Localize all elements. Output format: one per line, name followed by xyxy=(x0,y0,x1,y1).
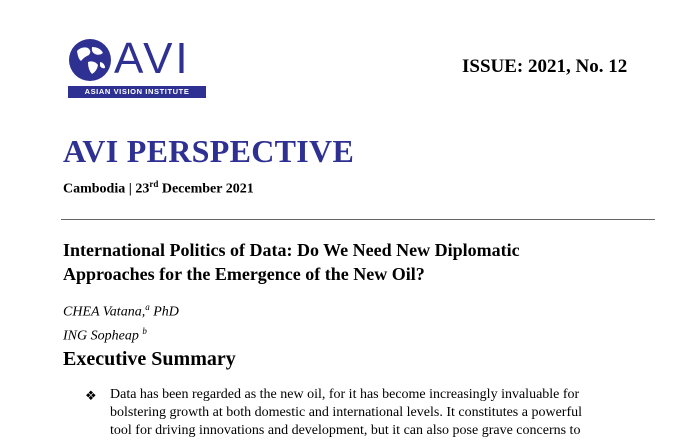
logo-wordmark: AVI xyxy=(114,34,191,83)
article-title-line-2: Approaches for the Emergence of the New Oil? xyxy=(63,264,425,284)
author-1-name: CHEA Vatana, xyxy=(63,304,146,320)
article-title-line-1: International Politics of Data: Do We Need New Diplomatic xyxy=(63,240,520,260)
globe-icon xyxy=(68,38,112,82)
author-1-affiliation: a xyxy=(145,302,150,312)
diamond-bullet-icon: ❖ xyxy=(85,388,97,403)
dateline-prefix: Cambodia | 23 xyxy=(63,181,150,197)
avi-logo xyxy=(68,34,208,100)
author-2-affiliation: b xyxy=(142,325,147,336)
author-2-name: ING Sopheap xyxy=(63,328,143,344)
publication-title: AVI PERSPECTIVE xyxy=(63,133,355,169)
divider xyxy=(61,219,655,220)
section-heading: Executive Summary xyxy=(63,348,236,370)
summary-line-3: tool for driving innovations and development, but it can also pose grave concerns to xyxy=(110,423,581,438)
summary-line-1: Data has been regarded as the new oil, for it has become increasingly invaluable for xyxy=(110,387,580,402)
author-2 xyxy=(63,322,179,346)
summary-line-2: bolstering growth at both domestic and international levels. It constitutes a powerful xyxy=(110,405,583,420)
article-title xyxy=(63,238,653,286)
dateline xyxy=(63,179,254,198)
summary-paragraph xyxy=(110,386,640,440)
author-list xyxy=(63,298,179,345)
dateline-ordinal: rd xyxy=(149,179,159,189)
author-1 xyxy=(63,298,179,322)
author-1-degree: PhD xyxy=(149,304,179,320)
logo-subtitle: ASIAN VISION INSTITUTE xyxy=(68,86,206,98)
dateline-suffix: December 2021 xyxy=(158,181,254,197)
issue-number: ISSUE: 2021, No. 12 xyxy=(462,56,628,77)
